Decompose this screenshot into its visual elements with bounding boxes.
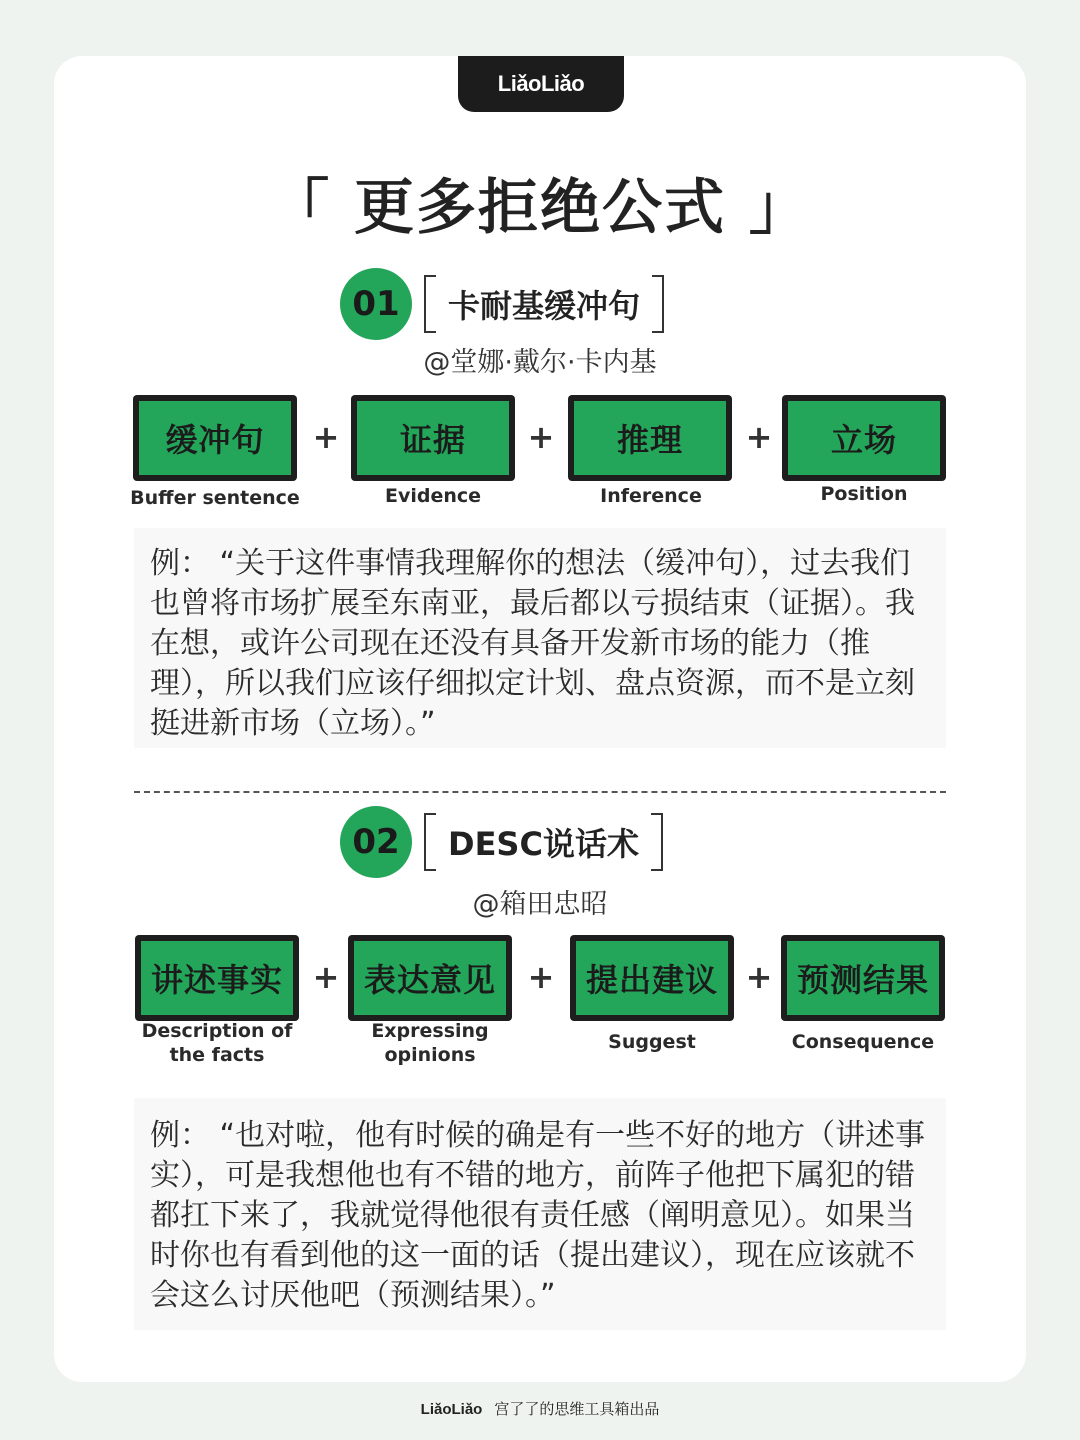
section-2-author: @箱田忠昭	[472, 889, 608, 920]
step-label: 缓冲句	[139, 401, 291, 475]
step-label: 提出建议	[576, 941, 728, 1015]
plus-operator: +	[527, 418, 555, 456]
step-expressing-opinions	[348, 935, 512, 1021]
step-en-label: Position	[820, 483, 908, 505]
section-2-example: 例： “也对啦，他有时候的确是有一些不好的地方（讲述事实），可是我想他也有不错的地方，前阵子他把下属犯的错都扛下来了，我就觉得他很有责任感（阐明意见）。如果当时你也有看到他的这一面的话（提出建议），现在应该就不会这么讨厌他吧（预测结果）。”	[134, 1098, 946, 1330]
section-2-number: 02	[340, 806, 412, 878]
step-label: 证据	[357, 401, 509, 475]
step-en-label: Inference	[600, 485, 702, 507]
plus-operator: +	[745, 958, 773, 996]
step-label: 推理	[574, 401, 726, 475]
step-en-label: Buffer sentence	[130, 487, 300, 509]
plus-operator: +	[312, 958, 340, 996]
section-1-header	[340, 268, 664, 340]
step-consequence	[781, 935, 945, 1021]
step-description-of-facts	[135, 935, 299, 1021]
step-en-label: Expressing opinions	[371, 1020, 489, 1066]
step-buffer-sentence	[133, 395, 297, 481]
section-1-author: @堂娜·戴尔·卡内基	[423, 347, 657, 378]
step-suggest	[570, 935, 734, 1021]
footer-text: 宫了了的思维工具箱出品	[494, 1400, 660, 1418]
step-label: 预测结果	[787, 941, 939, 1015]
step-label: 表达意见	[354, 941, 506, 1015]
footer-logo: LiǎoLiǎo	[420, 1401, 483, 1418]
section-divider	[134, 791, 946, 793]
step-label: 讲述事实	[141, 941, 293, 1015]
step-label: 立场	[788, 401, 940, 475]
step-evidence	[351, 395, 515, 481]
section-2-title: DESC说话术	[424, 813, 663, 871]
step-position	[782, 395, 946, 481]
step-inference	[568, 395, 732, 481]
section-1-number: 01	[340, 268, 412, 340]
plus-operator: +	[527, 958, 555, 996]
page-title: 「 更多拒绝公式 」	[269, 173, 811, 243]
step-en-label: Description of the facts	[141, 1020, 293, 1066]
step-en-label: Suggest	[608, 1031, 696, 1053]
section-1-title: 卡耐基缓冲句	[424, 275, 664, 333]
plus-operator: +	[312, 418, 340, 456]
brand-logo: LiǎoLiǎo	[458, 56, 624, 112]
step-en-label: Evidence	[384, 485, 482, 507]
plus-operator: +	[745, 418, 773, 456]
section-2-header	[340, 806, 663, 878]
footer	[0, 1398, 1080, 1419]
section-1-example: 例： “关于这件事情我理解你的想法（缓冲句），过去我们也曾将市场扩展至东南亚，最后都以亏损结束（证据）。我在想，或许公司现在还没有具备开发新市场的能力（推理），所以我们应该仔细拟定计划、盘点资源，而不是立刻挺进新市场（立场）。”	[134, 528, 946, 748]
step-en-label: Consequence	[791, 1031, 935, 1053]
